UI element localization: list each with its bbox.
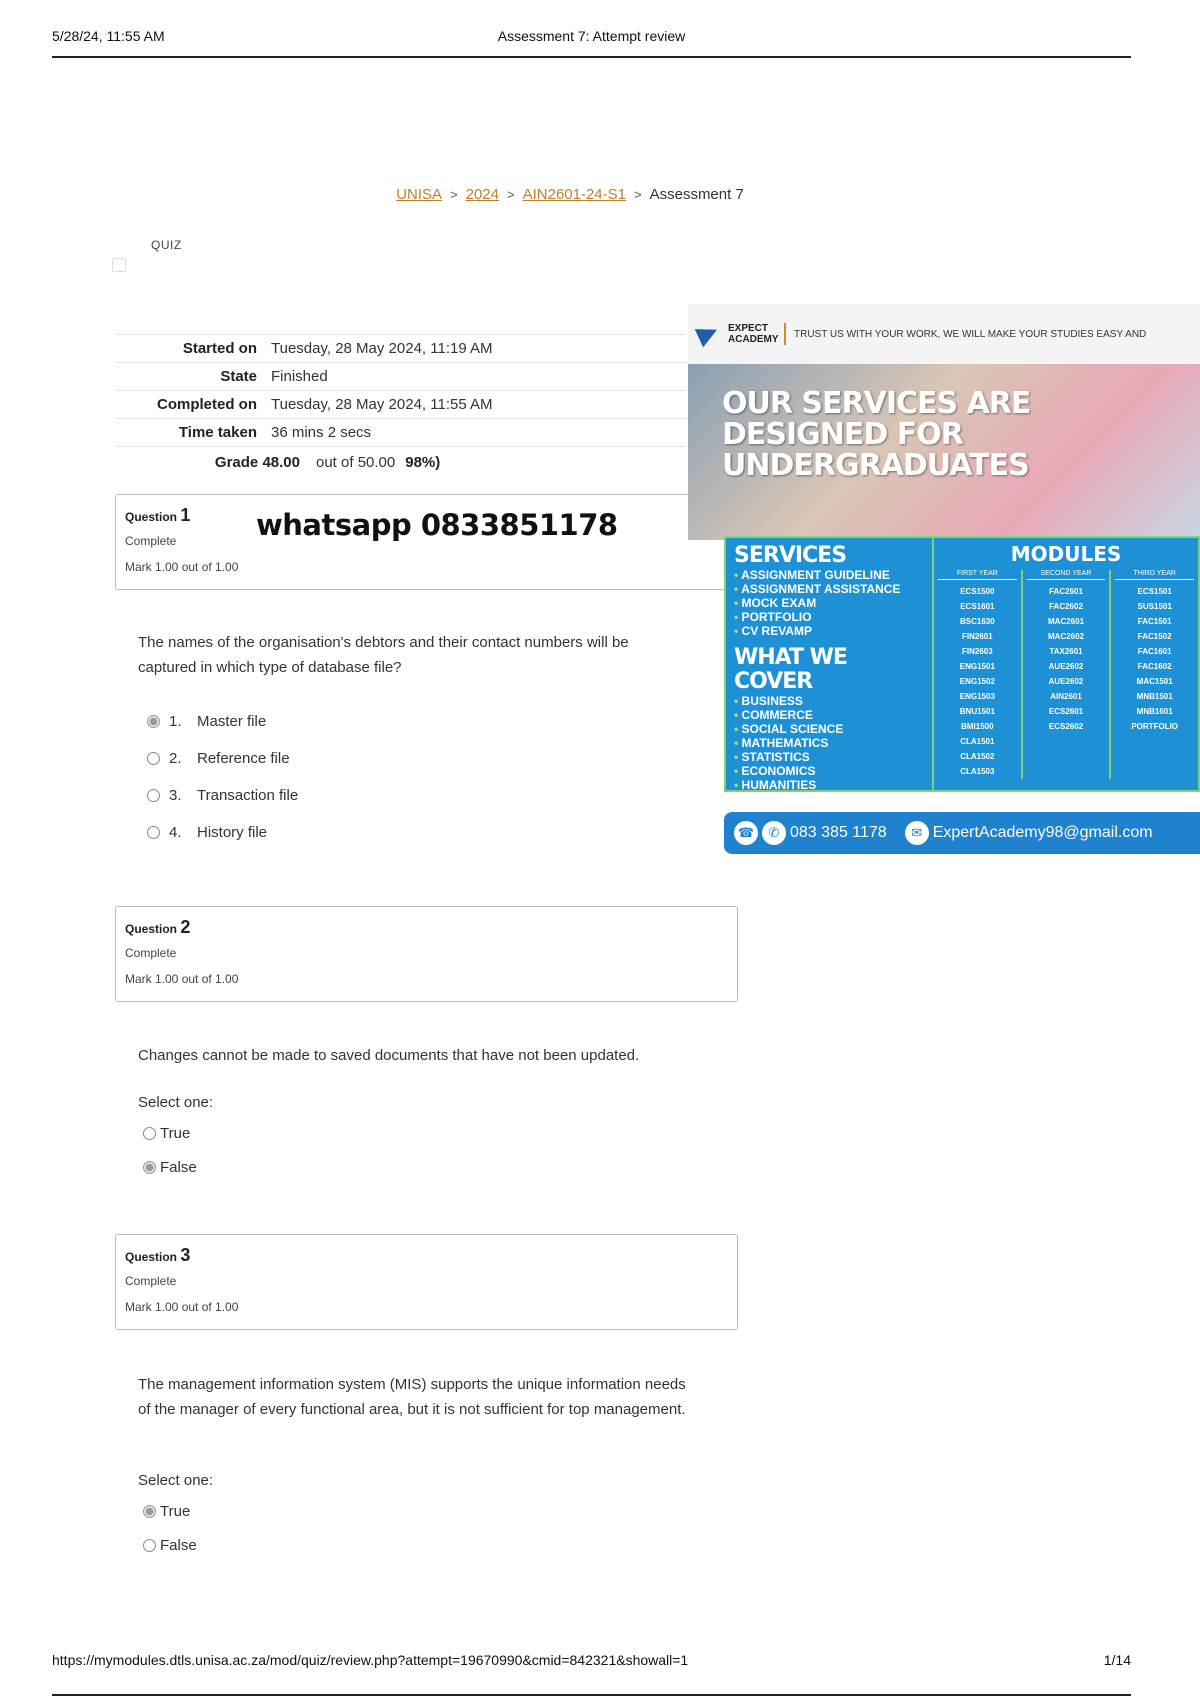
radio-button[interactable]: [143, 1161, 156, 1174]
answer-options: [147, 703, 298, 851]
cover-item: • HUMANITIES: [734, 778, 924, 792]
select-one-label: Select one:: [138, 1094, 214, 1111]
radio-button[interactable]: [147, 715, 160, 728]
module-code: FAC2602: [1049, 602, 1083, 611]
summary-value: 36 mins 2 secs: [271, 424, 372, 441]
question-mark: Mark 1.00 out of 1.00: [125, 972, 239, 986]
module-code: FAC1602: [1137, 662, 1172, 671]
module-code: ECS1501: [1137, 587, 1172, 596]
summary-label: Completed on: [157, 396, 257, 413]
students-photo: [688, 364, 1200, 540]
print-page-title: Assessment 7: Attempt review: [497, 28, 686, 44]
breadcrumb: [0, 186, 1140, 203]
grade-label: Grade 48.00: [214, 453, 300, 471]
radio-button[interactable]: [143, 1539, 156, 1552]
radio-button[interactable]: [147, 826, 160, 839]
summary-row: [116, 335, 686, 363]
question-state: Complete: [125, 946, 177, 960]
summary-label: State: [220, 368, 257, 385]
module-code: MAC1501: [1136, 677, 1173, 686]
module-code: BNU1501: [959, 707, 995, 716]
paper-plane-icon: [695, 321, 722, 348]
question-number: Question 3: [125, 1245, 191, 1265]
module-code: FAC2601: [1049, 587, 1083, 596]
ad-slogan: TRUST US WITH YOUR WORK, WE WILL MAKE YOUR STUDIES EASY AND: [794, 328, 1147, 340]
module-code: AIN2601: [1050, 692, 1082, 701]
module-code: ENG1503: [959, 692, 995, 701]
phone-icon: ☎: [734, 821, 758, 845]
modules-columns: [934, 570, 1198, 779]
module-code: ECS1601: [960, 602, 995, 611]
question-info-box: [115, 1234, 738, 1330]
module-code: MNB1501: [1136, 692, 1173, 701]
question-number: Question 2: [125, 917, 191, 937]
answer-option[interactable]: True: [143, 1494, 197, 1528]
select-one-label: Select one:: [138, 1472, 214, 1489]
module-code: TAX2601: [1049, 647, 1083, 656]
question-mark: Mark 1.00 out of 1.00: [125, 1300, 239, 1314]
modules-panel: [934, 536, 1200, 792]
print-footer: [52, 1652, 1131, 1696]
radio-button[interactable]: [147, 752, 160, 765]
service-item: • ASSIGNMENT GUIDELINE: [734, 568, 924, 582]
cover-item: • MATHEMATICS: [734, 736, 924, 750]
services-list: [734, 568, 924, 638]
summary-row: [116, 363, 686, 391]
module-code: BSC1630: [959, 617, 995, 626]
breadcrumb-current: Assessment 7: [649, 186, 744, 203]
module-column: [1021, 570, 1110, 779]
summary-row: [116, 419, 686, 447]
answer-option[interactable]: 1. Master file: [147, 703, 298, 740]
cover-title: WHAT WE COVER: [734, 645, 847, 694]
question-state: Complete: [125, 1274, 177, 1288]
module-code: BMI1500: [961, 722, 994, 731]
ad-contact-bar: [724, 812, 1200, 854]
grade-row: [116, 447, 686, 477]
answer-option[interactable]: 4. History file: [147, 814, 298, 851]
module-column-head: THIRD YEAR: [1115, 570, 1194, 580]
question-state: Complete: [125, 534, 177, 548]
email-icon: ✉: [905, 821, 929, 845]
whatsapp-icon: ✆: [762, 821, 786, 845]
module-code: FAC1501: [1137, 617, 1172, 626]
breadcrumb-link-unisa[interactable]: UNISA: [396, 186, 443, 203]
summary-label: Started on: [182, 340, 257, 357]
cover-item: • BUSINESS: [734, 694, 924, 708]
contact-email: ExpertAcademy98@gmail.com: [932, 824, 1153, 841]
cover-item: • ECONOMICS: [734, 764, 924, 778]
breadcrumb-separator-icon: >: [450, 187, 458, 202]
cover-item: • COMMERCE: [734, 708, 924, 722]
module-column: [1109, 570, 1198, 779]
breadcrumb-link-year[interactable]: 2024: [465, 186, 499, 203]
question-text: The management information system (MIS) supports the unique information needs of the manager of every functional area, but it is not sufficient for top management.: [138, 1376, 686, 1418]
activity-type-label: QUIZ: [151, 238, 182, 252]
services-panel: [724, 536, 934, 792]
module-code: MNB1601: [1136, 707, 1173, 716]
summary-label: Time taken: [178, 424, 257, 441]
cover-item: • SOCIAL SCIENCE: [734, 722, 924, 736]
radio-button[interactable]: [143, 1505, 156, 1518]
ad-headline: OUR SERVICES ARE DESIGNED FOR UNDERGRADUATES: [722, 386, 1031, 483]
service-item: • MOCK EXAM: [734, 596, 924, 610]
answer-option[interactable]: False: [143, 1528, 197, 1562]
print-url: https://mymodules.dtls.unisa.ac.za/mod/quiz/review.php?attempt=19670990&cmid=842321&showall=1: [52, 1652, 689, 1668]
cover-item: • STATISTICS: [734, 750, 924, 764]
module-code: SUS1501: [1137, 602, 1172, 611]
radio-button[interactable]: [147, 789, 160, 802]
cover-list: [734, 694, 924, 792]
answer-options: [143, 1494, 197, 1562]
service-item: • PORTFOLIO: [734, 610, 924, 624]
ad-info-panel: [724, 536, 1200, 792]
quiz-icon: [112, 258, 126, 272]
attempt-summary-table: [116, 334, 686, 477]
answer-option[interactable]: True: [143, 1116, 197, 1150]
grade-percent: 98%): [405, 453, 441, 471]
summary-value: Finished: [271, 368, 328, 385]
answer-option[interactable]: 2. Reference file: [147, 740, 298, 777]
contact-phone: 083 385 1178: [790, 824, 887, 841]
module-code: CLA1502: [960, 752, 995, 761]
module-code: AUE2602: [1048, 677, 1084, 686]
academy-logo: [698, 323, 786, 345]
question-number: Question 1: [125, 505, 191, 525]
summary-value: Tuesday, 28 May 2024, 11:19 AM: [271, 340, 493, 357]
module-code: FAC1502: [1137, 632, 1172, 641]
module-code: AUE2602: [1048, 662, 1084, 671]
question-text: The names of the organisation's debtors and their contact numbers will be captured in which type of database file?: [138, 634, 629, 676]
answer-options: [143, 1116, 197, 1184]
module-code: CLA1501: [960, 737, 995, 746]
module-code: ECS1500: [960, 587, 995, 596]
module-code: ECS2601: [1048, 707, 1084, 716]
module-code: PORTFOLIO: [1131, 722, 1179, 731]
breadcrumb-link-course[interactable]: AIN2601-24-S1: [522, 186, 626, 203]
module-code: FIN2603: [961, 647, 993, 656]
module-code: FAC1601: [1137, 647, 1172, 656]
academy-brand: EXPECT ACADEMY: [728, 323, 786, 345]
question-info-box: [115, 906, 738, 1002]
module-column-head: SECOND YEAR: [1027, 570, 1106, 580]
ad-header: [688, 304, 1200, 364]
services-title: SERVICES: [734, 543, 847, 568]
print-header: [52, 28, 1131, 58]
whatsapp-overlay-text: whatsapp 0833851178: [256, 508, 618, 542]
breadcrumb-separator-icon: >: [634, 187, 642, 202]
academy-advertisement: [688, 304, 1200, 884]
module-code: ENG1501: [959, 662, 995, 671]
service-item: • CV REVAMP: [734, 624, 924, 638]
print-datetime: 5/28/24, 11:55 AM: [52, 28, 165, 44]
grade-out-of: out of 50.00: [316, 453, 396, 471]
question-mark: Mark 1.00 out of 1.00: [125, 560, 239, 574]
module-code: MAC2601: [1048, 617, 1085, 626]
module-column: [934, 570, 1021, 779]
summary-value: Tuesday, 28 May 2024, 11:55 AM: [271, 396, 493, 413]
summary-row: [116, 391, 686, 419]
modules-title: MODULES: [1010, 542, 1122, 566]
module-code: CLA1503: [960, 767, 995, 776]
module-code: ECS2602: [1048, 722, 1084, 731]
module-code: FIN2601: [961, 632, 993, 641]
module-column-head: FIRST YEAR: [938, 570, 1017, 580]
print-page-number: 1/14: [1103, 1652, 1131, 1668]
breadcrumb-separator-icon: >: [507, 187, 515, 202]
answer-option[interactable]: 3. Transaction file: [147, 777, 298, 814]
answer-option[interactable]: False: [143, 1150, 197, 1184]
module-code: MAC2602: [1048, 632, 1085, 641]
question-text: Changes cannot be made to saved documents that have not been updated.: [138, 1047, 640, 1064]
service-item: • ASSIGNMENT ASSISTANCE: [734, 582, 924, 596]
radio-button[interactable]: [143, 1127, 156, 1140]
module-code: ENG1502: [959, 677, 995, 686]
